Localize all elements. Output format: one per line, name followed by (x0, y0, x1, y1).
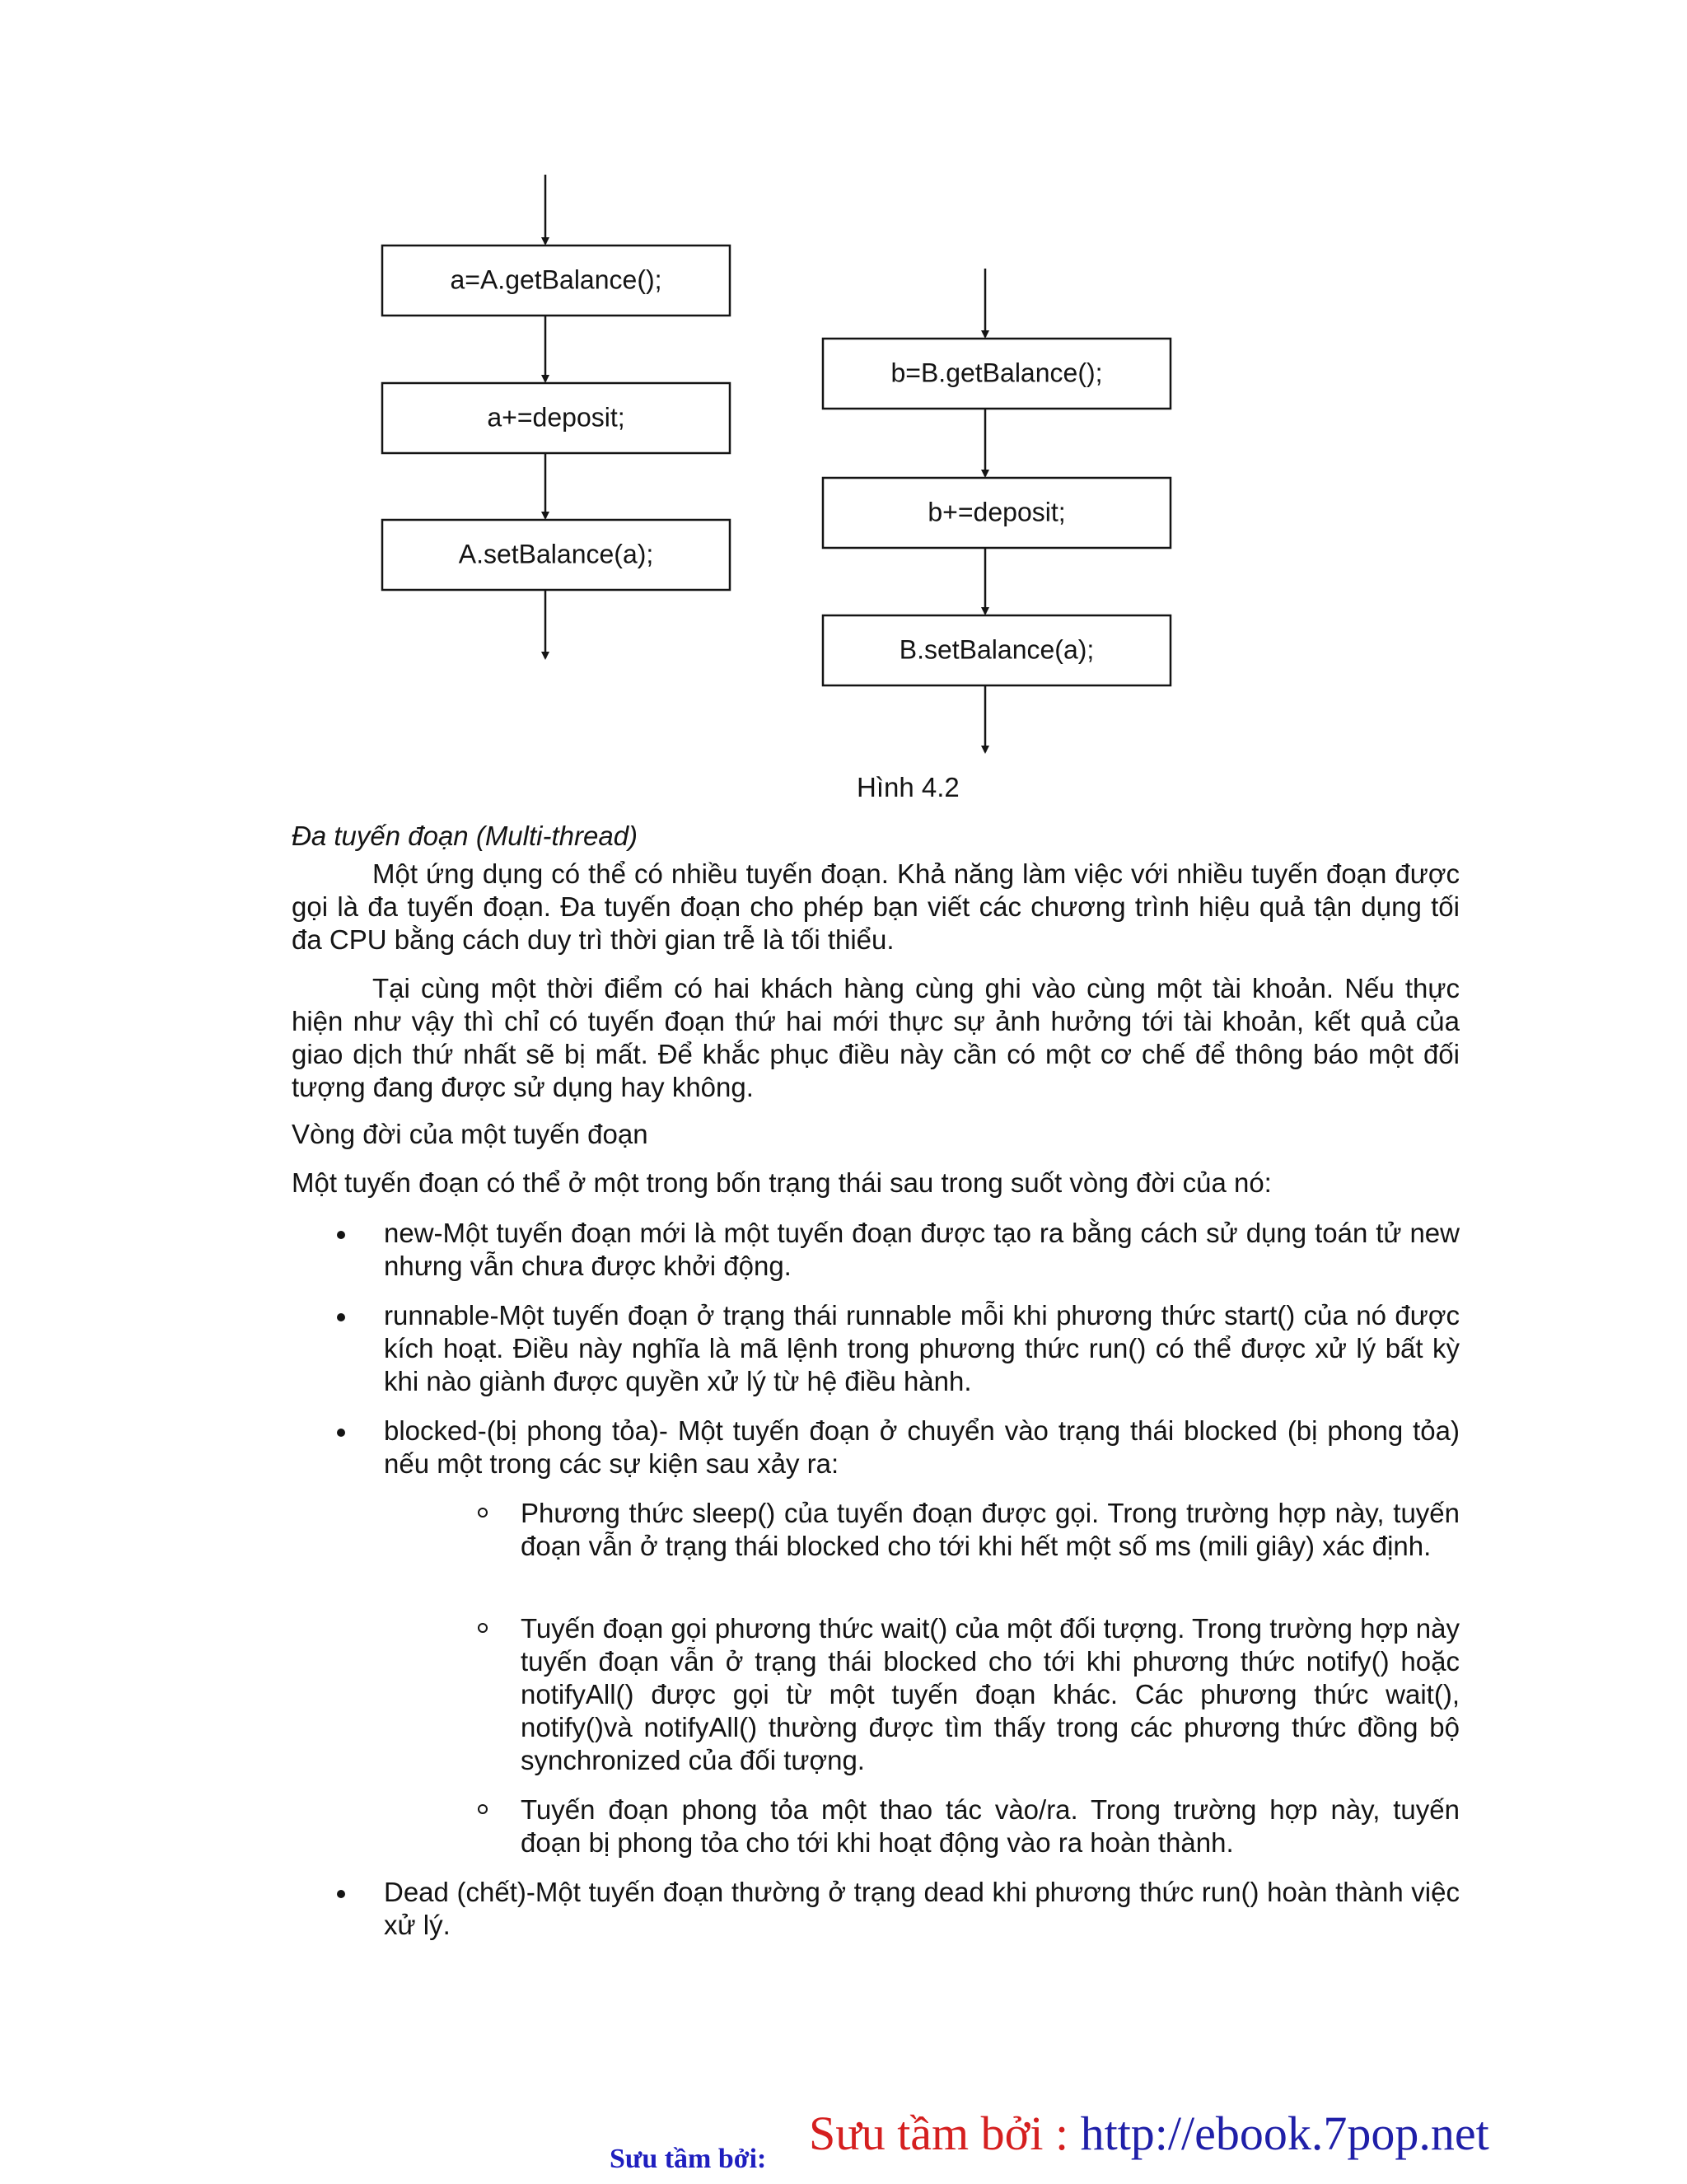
bullet-item-runnable (292, 1299, 1460, 1398)
sub-bullet-circle-icon (478, 1623, 488, 1633)
bullet-dot-icon (337, 1313, 345, 1321)
left-box-1 (382, 246, 730, 316)
bullet-item-dead (292, 1876, 1460, 1942)
sub-bullet-circle-icon (478, 1804, 488, 1814)
lifecycle-title: Vòng đời của một tuyến đoạn (292, 1119, 648, 1149)
bullet-dot-icon (337, 1429, 345, 1437)
bullet-text: runnable-Một tuyến đoạn ở trạng thái runnable mỗi khi phương thức start() của nó được kích hoạt. Điều này nghĩa là mã lệnh trong phương thức run() có thể được xử lý bất kỳ khi nào giành được quyền xử lý từ hệ điều hành. (384, 1300, 1460, 1396)
watermark-url-link[interactable]: http://ebook.7pop.net (1080, 2107, 1489, 2160)
bullet-dot-icon (337, 1231, 345, 1239)
paragraph-1-text: Một ứng dụng có thể có nhiều tuyến đoạn. Khả năng làm việc với nhiều tuyến đoạn được gọi là đa tuyến đoạn. Đa tuyến đoạn cho phép bạn viết các chương trình hiệu quả tận dụng tối đa CPU bằng cách duy trì thời gian trễ là tối thiểu. (292, 858, 1460, 955)
bullet-item-blocked (292, 1415, 1460, 1480)
bullet-dot-icon (337, 1890, 345, 1898)
right-box-2-text: b+=deposit; (928, 497, 1066, 527)
bullet-text: blocked-(bị phong tỏa)- Một tuyến đoạn ở chuyển vào trạng thái blocked (bị phong tỏa) nếu một trong các sự kiện sau xảy ra: (384, 1415, 1460, 1479)
bullet-text: Dead (chết)-Một tuyến đoạn thường ở trạng dead khi phương thức run() hoàn thành việc xử lý. (384, 1877, 1460, 1940)
figure-caption: Hình 4.2 (857, 772, 960, 802)
watermark-prefix: Sưu tầm bởi : (809, 2107, 1069, 2160)
sub-bullet-circle-icon (478, 1508, 488, 1518)
bullet-text: new-Một tuyến đoạn mới là một tuyến đoạn được tạo ra bằng cách sử dụng toán tử new nhưng vẫn chưa được khởi động. (384, 1218, 1460, 1281)
sub-bullet-text: Tuyến đoạn gọi phương thức wait() của một đối tượng. Trong trường hợp này tuyến đoạn vẫn ở trạng thái blocked cho tới khi phương thức notify() hoặc notifyAll() được gọi từ một tuyến đoạn khác. Các phương thức wait(), notify()và notifyAll() thường được tìm thấy trong các phương thức đồng bộ synchronized của đối tượng. (521, 1613, 1460, 1775)
sub-bullet-item-wait (474, 1612, 1460, 1777)
paragraph-2 (292, 972, 1460, 1104)
paragraph-2-text: Tại cùng một thời điểm có hai khách hàng cùng ghi vào cùng một tài khoản. Nếu thực hiện như vậy thì chỉ có tuyến đoạn thứ hai mới thực sự ảnh hưởng tới tài khoản, kết quả của giao dịch thứ nhất sẽ bị mất. Để khắc phục điều này cần có một cơ chế để thông báo một đối tượng đang được sử dụng hay không. (292, 973, 1460, 1102)
right-box-2 (823, 478, 1171, 548)
left-box-2 (382, 383, 730, 453)
sub-bullet-item-io (474, 1793, 1460, 1859)
footer-watermark (809, 2105, 1489, 2163)
right-box-3-text: B.setBalance(a); (899, 634, 1095, 665)
left-box-3 (382, 520, 730, 590)
right-box-1 (823, 339, 1171, 409)
sub-bullet-item-sleep (474, 1497, 1460, 1563)
sub-bullet-text: Tuyến đoạn phong tỏa một thao tác vào/ra. Trong trường hợp này, tuyến đoạn bị phong tỏa cho tới khi hoạt động vào ra hoàn thành. (521, 1794, 1460, 1858)
left-box-3-text: A.setBalance(a); (458, 539, 654, 569)
flowchart-diagram (0, 0, 1687, 774)
section-heading: Đa tuyến đoạn (Multi-thread) (292, 821, 638, 851)
left-box-1-text: a=A.getBalance(); (450, 264, 662, 295)
bullet-item-new (292, 1217, 1460, 1283)
paragraph-1 (292, 858, 1460, 956)
sub-bullet-text: Phương thức sleep() của tuyến đoạn được gọi. Trong trường hợp này, tuyến đoạn vẫn ở trạng thái blocked cho tới khi hết một số ms (mili giây) xác định. (521, 1498, 1460, 1561)
right-box-1-text: b=B.getBalance(); (890, 358, 1103, 388)
footer-small-label: Sưu tầm bởi: (610, 2144, 767, 2174)
right-box-3 (823, 615, 1171, 685)
lifecycle-intro: Một tuyến đoạn có thể ở một trong bốn trạng thái sau trong suốt vòng đời của nó: (292, 1167, 1272, 1198)
left-box-2-text: a+=deposit; (487, 402, 625, 433)
